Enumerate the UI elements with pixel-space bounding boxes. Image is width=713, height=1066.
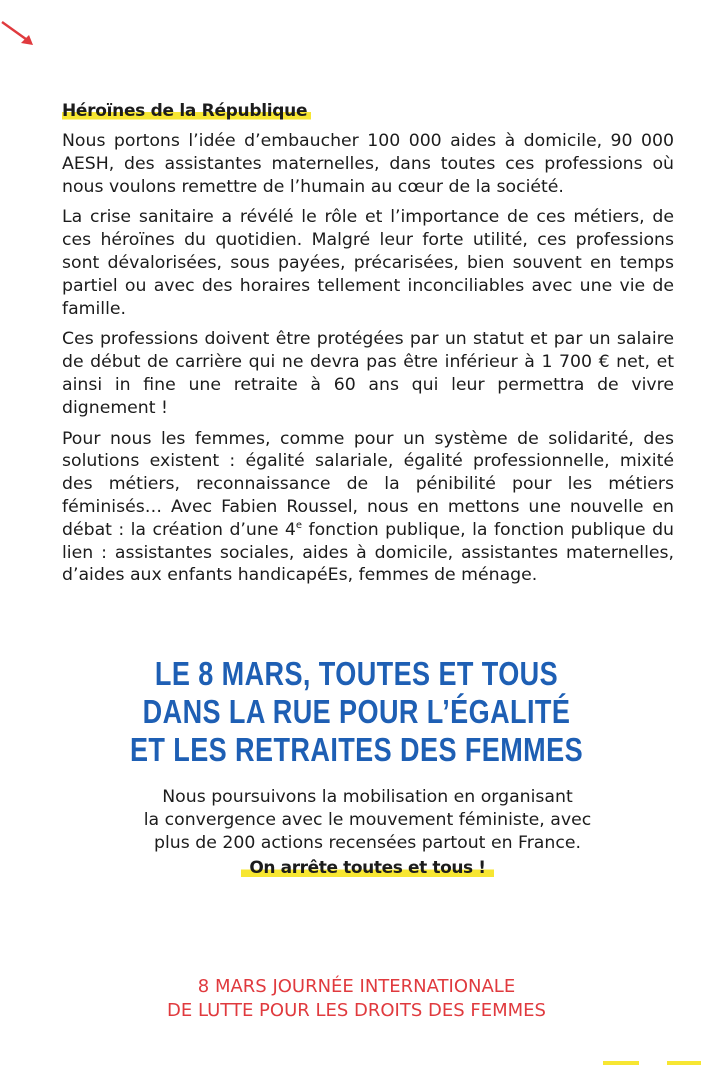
headline-line: LE 8 MARS, TOUTES ET TOUS: [154, 655, 559, 692]
paragraph-embauche: Nous portons l’idée d’embaucher 100 000 aides à domicile, 90 000 AESH, des assistantes maternelles, dans toutes ces professions où nous voulons remettre de l’humain au cœur de la société.: [62, 131, 674, 197]
decorative-yellow-bar: [603, 1061, 639, 1065]
mobilisation-text: [0, 786, 713, 854]
decorative-yellow-bar: [667, 1061, 701, 1065]
ordinal-suffix: e: [295, 519, 303, 531]
paragraph-solutions-start: Pour nous les femmes, comme pour un système de solidarité, des solutions existent : égalité salariale, égalité professionnelle, mixité des métiers, reconnaissance de la pénibilité pour les métiers féminisés… Avec Fabien Roussel, nous en mettons une nouvelle en débat : la création d’une 4: [62, 428, 674, 540]
footer-line: 8 MARS JOURNÉE INTERNATIONALE: [197, 976, 516, 997]
mobilisation-line: plus de 200 actions recensées partout en France.: [154, 832, 581, 853]
arrow-down-right-icon: [0, 18, 40, 50]
event-footer: [0, 975, 713, 1023]
paragraph-crise-sanitaire: La crise sanitaire a révélé le rôle et l’importance de ces métiers, de ces héroïnes du quotidien. Malgré leur forte utilité, ces professions sont dévalorisées, sous payées, précarisées, bien souvent en temps partiel ou avec des horaires tellement inconciliables avec une vie de famille.: [62, 207, 674, 319]
mobilisation-line: la convergence avec le mouvement féministe, avec: [143, 809, 592, 830]
slogan: On arrête toutes et tous !: [241, 858, 493, 878]
headline-line: ET LES RETRAITES DES FEMMES: [129, 731, 584, 768]
article-body: [62, 130, 674, 595]
paragraph-statut-salaire: Ces professions doivent être protégées par un statut et par un salaire de début de carrière qui ne devra pas être inférieur à 1 700 € net, et ainsi in fine une retraite à 60 ans qui leur permettra de vivre dignement !: [62, 329, 674, 418]
paragraph-solutions: [62, 428, 674, 588]
footer-line: DE LUTTE POUR LES DROITS DES FEMMES: [167, 1000, 546, 1021]
headline-line: DANS LA RUE POUR L’ÉGALITÉ: [142, 693, 571, 730]
slogan-container: [0, 858, 713, 878]
mobilisation-line: Nous poursuivons la mobilisation en organisant: [162, 787, 573, 807]
paragraph-solutions-end: fonction publique, la fonction publique du lien : assistantes sociales, aides à domicile, assistantes maternelles, d’aides aux enfants handicapéEs, femmes de ménage.: [62, 519, 674, 586]
section-title: Héroïnes de la République: [62, 101, 311, 121]
headline: [64, 655, 649, 769]
